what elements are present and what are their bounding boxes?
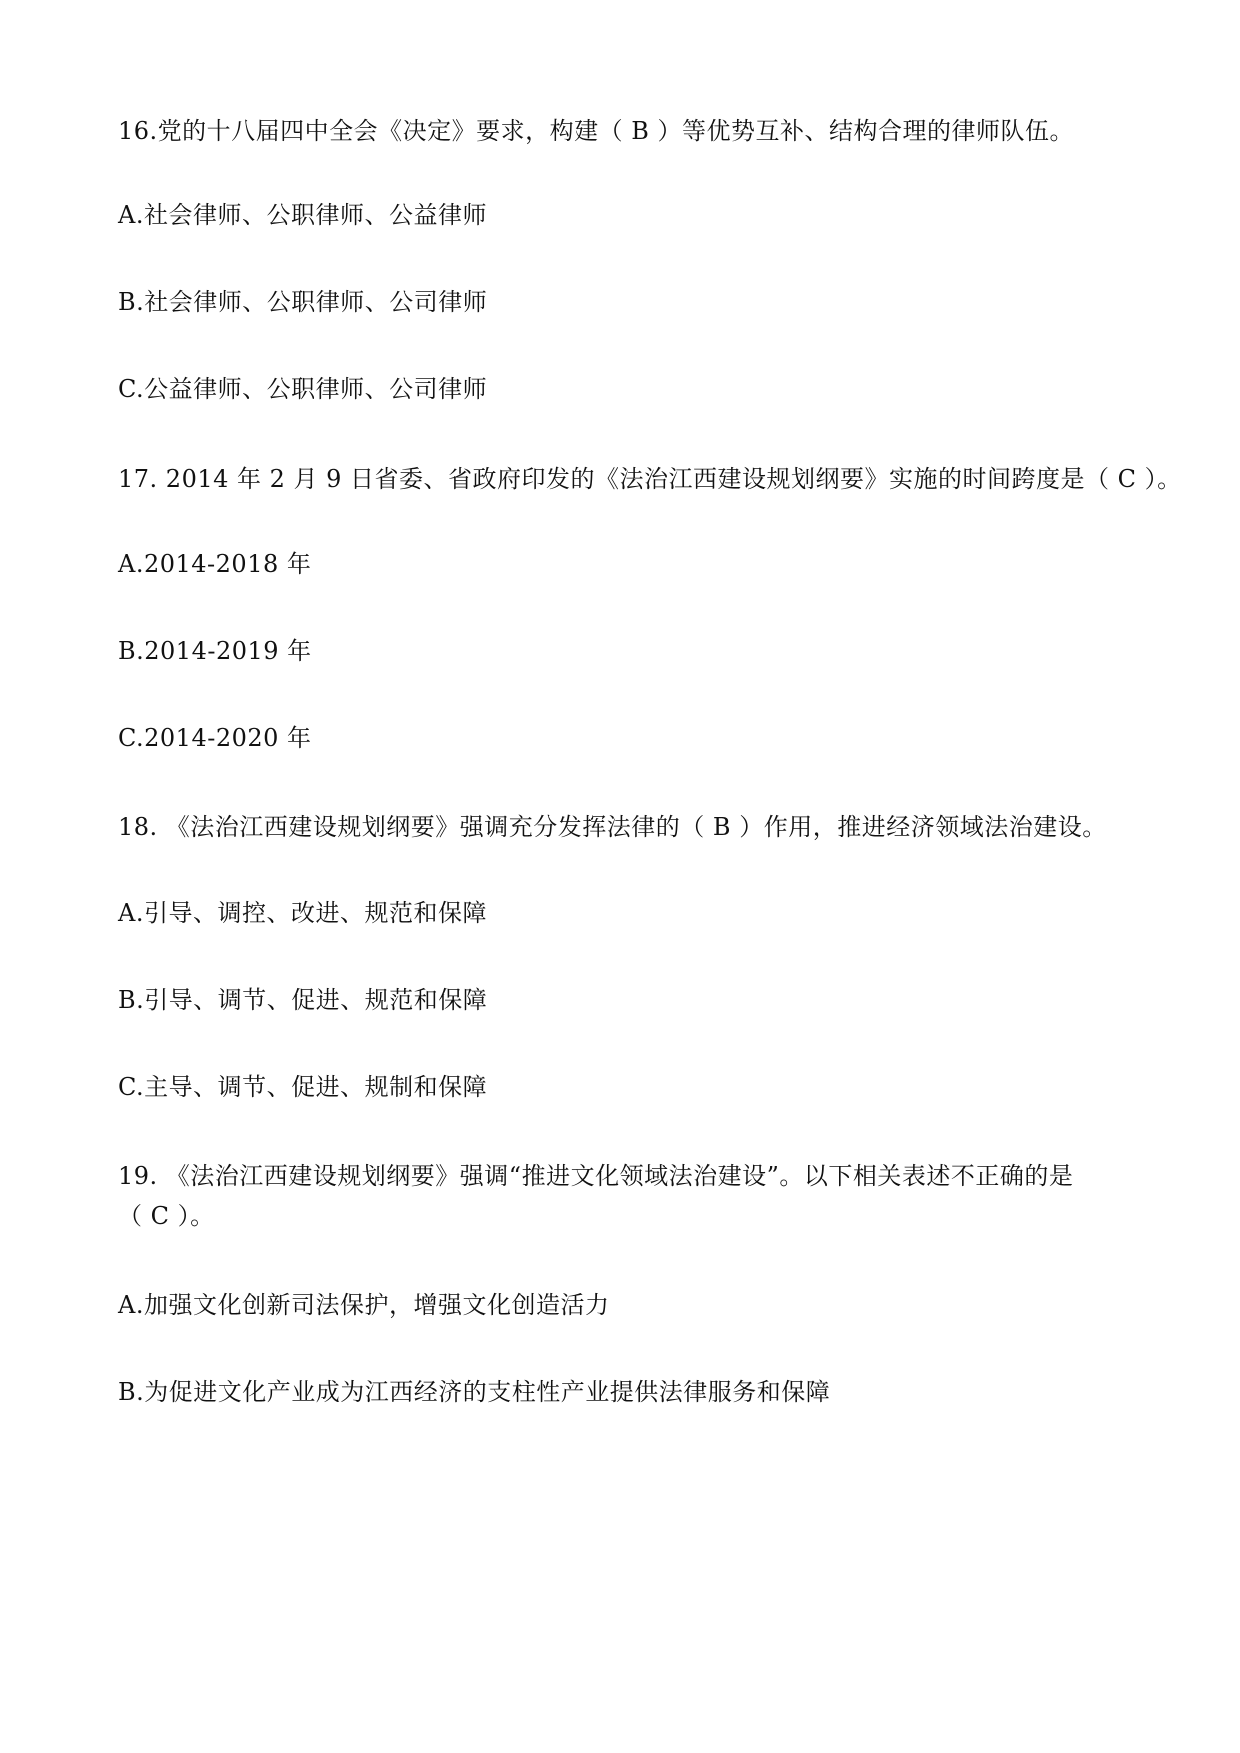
question-19-option-a: A.加强文化创新司法保护，增强文化创造活力 — [118, 1291, 610, 1319]
question-16-option-c: C.公益律师、公职律师、公司律师 — [118, 375, 488, 403]
question-18-option-b: B.引导、调节、促进、规范和保障 — [118, 986, 488, 1014]
question-18-option-c: C.主导、调节、促进、规制和保障 — [118, 1073, 488, 1101]
question-18-option-a: A.引导、调控、改进、规范和保障 — [118, 899, 487, 927]
question-16-stem: 16.党的十八届四中全会《决定》要求，构建（ B ）等优势互补、结构合理的律师队伍。 — [118, 117, 1075, 145]
question-18-stem: 18. 《法治江西建设规划纲要》强调充分发挥法律的（ B ）作用，推进经济领域法治建设。 — [118, 813, 1107, 841]
question-17-stem: 17. 2014 年 2 月 9 日省委、省政府印发的《法治江西建设规划纲要》实施的时间跨度是（ C ）。 — [118, 465, 1182, 493]
question-16-option-b: B.社会律师、公职律师、公司律师 — [118, 288, 488, 316]
question-17-option-a: A.2014-2018 年 — [118, 550, 312, 578]
question-19-stem-line1: 19. 《法治江西建设规划纲要》强调“推进文化领域法治建设”。以下相关表述不正确的是 — [118, 1162, 1074, 1190]
question-17-option-c: C.2014-2020 年 — [118, 724, 312, 752]
question-16-option-a: A.社会律师、公职律师、公益律师 — [118, 201, 487, 229]
question-19-option-b: B.为促进文化产业成为江西经济的支柱性产业提供法律服务和保障 — [118, 1378, 831, 1406]
question-17-option-b: B.2014-2019 年 — [118, 637, 312, 665]
question-19-stem-line2: （ C ）。 — [118, 1202, 215, 1230]
